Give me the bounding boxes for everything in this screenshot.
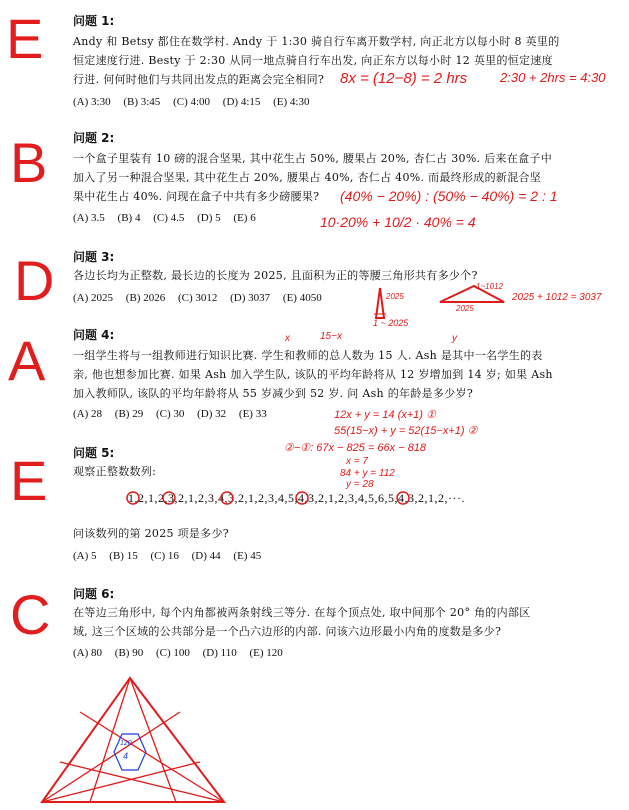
- choice-d: (D) 44: [191, 550, 221, 562]
- q4-work-6: y = 28: [346, 479, 374, 490]
- question-2-line-2: 加入了另一种混合坚果, 其中花生占 20%, 腰果占 40%, 杏仁占 40%. 而最终形成的新混合坚: [73, 171, 542, 184]
- choice-b: (B) 15: [109, 550, 138, 562]
- question-5-prompt: 问该数列的第 2025 项是多少?: [73, 527, 229, 540]
- choice-a: (A) 3:30: [73, 96, 111, 108]
- q1-work-1: 8x = (12−8) = 2 hrs: [340, 70, 468, 87]
- choice-c: (C) 4.5: [153, 212, 185, 224]
- question-1-line-1: Andy 和 Betsy 都住在数学村. Andy 于 1:30 骑自行车离开数学村, 向正北方以每小时 8 英里的: [73, 35, 560, 48]
- choice-e: (E) 4:30: [273, 96, 310, 108]
- choice-a: (A) 2025: [73, 292, 114, 304]
- choice-d: (D) 110: [202, 647, 237, 659]
- choice-c: (C) 100: [155, 647, 190, 659]
- sequence-circle-3: [221, 492, 233, 504]
- choice-c: (C) 30: [155, 408, 185, 420]
- choice-b: (B) 29: [114, 408, 144, 420]
- answer-letter-q6: C: [10, 583, 51, 646]
- choice-e: (E) 4050: [282, 292, 322, 304]
- q3-work: 2025 + 1012 = 3037: [512, 292, 602, 303]
- question-2-line-1: 一个盒子里装有 10 磅的混合坚果, 其中花生占 50%, 腰果占 20%, 杏仁占 30%. 后来在盒子中: [73, 152, 552, 165]
- question-1-line-3: 行进. 何何时他们与共同出发点的距离会完全相同?: [73, 73, 325, 86]
- q4-work-1: 12x + y = 14 (x+1) ①: [334, 409, 436, 421]
- answer-letter-q4: A: [8, 329, 46, 392]
- q1-work-2: 2:30 + 2hrs = 4:30: [500, 70, 606, 85]
- question-2-line-3: 果中花生占 40%. 问现在盒子中共有多少磅腰果?: [73, 190, 320, 203]
- question-5-line-1: 观察正整数数列:: [73, 465, 157, 478]
- question-6-choices: [73, 647, 293, 659]
- q3-label-range-2: 1~1012: [476, 282, 503, 291]
- question-1-line-2: 恒定速度行进. Besty 于 2:30 从同一地点骑自行车出发, 向正东方以每小时 12 英里的恒定速度: [73, 54, 553, 67]
- question-1-choices: [73, 96, 319, 108]
- q3-label-base: 2025: [456, 304, 474, 313]
- sequence-circle-2: [163, 492, 175, 504]
- question-3-line-1: 各边长均为正整数, 最长边的长度为 2025, 且面积为正的等腰三角形共有多少个?: [73, 269, 478, 282]
- choice-e: (E) 33: [238, 408, 267, 420]
- sequence-circle-5: [397, 492, 409, 504]
- q4-var-15-minus-x: 15−x: [320, 331, 342, 342]
- question-4-title: 问题 4:: [73, 328, 115, 342]
- question-3-title: 问题 3:: [73, 250, 115, 264]
- question-6-title: 问题 6:: [73, 587, 115, 601]
- question-2-title: 问题 2:: [73, 131, 115, 145]
- question-5-text: [73, 462, 598, 481]
- answer-letter-q2: B: [10, 131, 48, 194]
- choice-a: (A) 28: [73, 408, 103, 420]
- question-5-sequence: 1,2,1,2,3,2,1,2,3,4,3,2,1,2,3,4,5,4,3,2,1,2,3,4,5,6,5,4,3,2,1,2,···.: [128, 491, 465, 505]
- question-5-title: 问题 5:: [73, 446, 115, 460]
- q4-var-y: y: [452, 333, 457, 344]
- sequence-circle-1: [127, 492, 139, 504]
- choice-b: (B) 2026: [125, 292, 166, 304]
- q4-work-4: x = 7: [346, 456, 368, 467]
- question-4-text: [73, 346, 598, 403]
- choice-e: (E) 45: [233, 550, 262, 562]
- question-3-text: [73, 266, 598, 285]
- q2-work-2: 10·20% + 10/2 · 40% = 4: [320, 214, 476, 230]
- choice-a: (A) 3.5: [73, 212, 105, 224]
- question-4-line-1: 一组学生将与一组教师进行知识比赛. 学生和教师的总人数为 15 人. Ash 是其中一名学生的表: [73, 349, 543, 362]
- q4-work-3: ②−①: 67x − 825 = 66x − 818: [284, 442, 427, 454]
- answer-letter-q5: E: [10, 449, 48, 512]
- q4-var-x: x: [285, 333, 290, 344]
- choice-c: (C) 3012: [177, 292, 218, 304]
- question-4-choices: [73, 408, 277, 420]
- question-1-title: 问题 1:: [73, 14, 115, 28]
- choice-d: (D) 32: [197, 408, 227, 420]
- question-5-choices: [73, 550, 271, 562]
- answer-letter-q3: D: [14, 249, 55, 312]
- q6-angle-mark: 4: [123, 751, 129, 761]
- q3-label-side: 2025: [386, 292, 404, 301]
- sequence-circle-4: [296, 492, 308, 504]
- q6-angle-label: 120: [120, 740, 132, 747]
- choice-d: (D) 3037: [230, 292, 271, 304]
- choice-e: (E) 120: [249, 647, 283, 659]
- q3-label-range-1: 1 ~ 2025: [373, 318, 409, 328]
- choice-a: (A) 5: [73, 550, 97, 562]
- question-6-text: [73, 603, 598, 641]
- choice-b: (B) 90: [114, 647, 144, 659]
- q4-work-5: 84 + y = 112: [340, 468, 395, 479]
- sequence-circles: [0, 486, 629, 510]
- question-2-choices: [73, 212, 266, 224]
- question-3-choices: [73, 292, 332, 304]
- choice-c: (C) 4:00: [173, 96, 211, 108]
- choice-b: (B) 3:45: [123, 96, 161, 108]
- question-6-line-1: 在等边三角形中, 每个内角都被两条射线三等分. 在每个顶点处, 取中间那个 20° 角的内部区: [73, 606, 531, 619]
- choice-d: (D) 4:15: [222, 96, 261, 108]
- choice-d: (D) 5: [197, 212, 221, 224]
- question-4-line-3: 加入教师队, 该队的平均年龄将从 55 岁减少到 52 岁. 问 Ash 的年龄是多少岁?: [73, 387, 474, 400]
- choice-b: (B) 4: [117, 212, 141, 224]
- answer-letter-q1: E: [6, 7, 44, 70]
- choice-c: (C) 16: [150, 550, 179, 562]
- q4-work-2: 55(15−x) + y = 52(15−x+1) ②: [334, 425, 478, 437]
- choice-a: (A) 80: [73, 647, 103, 659]
- question-6-line-2: 域, 这三个区域的公共部分是一个凸六边形的内部. 问该六边形最小内角的度数是多少?: [73, 625, 502, 638]
- question-4-line-2: 亲, 他也想参加比赛. 如果 Ash 加入学生队, 该队的平均年龄将从 12 岁增加到 14 岁; 如果 Ash: [73, 368, 553, 381]
- q2-work-1: (40% − 20%) : (50% − 40%) = 2 : 1: [340, 188, 558, 204]
- choice-e: (E) 6: [233, 212, 256, 224]
